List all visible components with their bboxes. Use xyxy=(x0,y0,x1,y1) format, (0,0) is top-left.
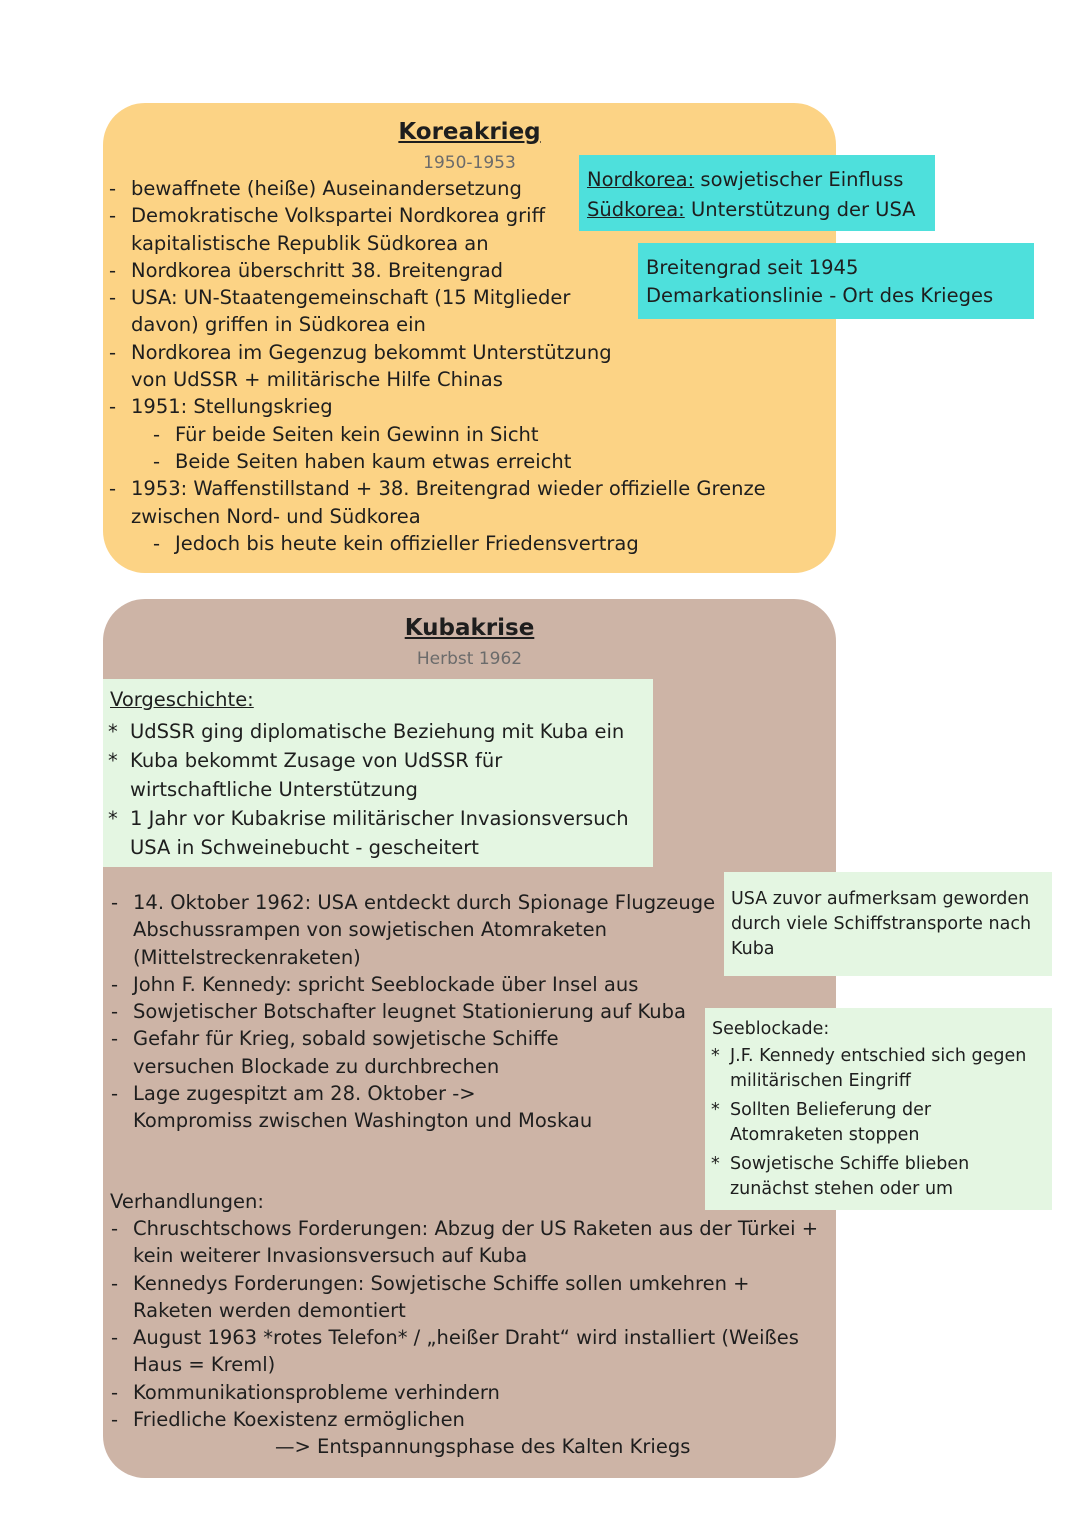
list-item: Raketen werden demontiert xyxy=(133,1298,406,1322)
korea-bullet-list xyxy=(109,175,766,557)
list-item: - bewaffnete (heiße) Auseinandersetzung xyxy=(109,177,522,200)
list-item: kapitalistische Republik Südkorea an xyxy=(131,231,489,255)
list-item: Haus = Kreml) xyxy=(133,1353,276,1377)
korea-subtitle: 1950-1953 xyxy=(423,153,516,173)
ships-note xyxy=(724,872,1052,976)
list-item: USA in Schweinebucht - gescheitert xyxy=(130,836,479,859)
blockade-list xyxy=(711,1044,1027,1202)
list-item: - Nordkorea im Gegenzug bekommt Unterstützung xyxy=(109,340,612,364)
korea-title: Koreakrieg xyxy=(398,119,541,145)
korea-latitude-note xyxy=(638,243,1034,319)
ships-note-line: durch viele Schiffstransporte nach xyxy=(731,914,1032,934)
north-korea-label: Nordkorea: xyxy=(587,168,695,191)
list-item: - Jedoch bis heute kein offizieller Friedensvertrag xyxy=(153,531,639,555)
latitude-note-line: Breitengrad seit 1945 xyxy=(646,256,859,279)
north-korea-text: sowjetischer Einfluss xyxy=(700,168,904,191)
list-item: - Friedliche Koexistenz ermöglichen xyxy=(111,1408,465,1432)
list-item: * 1 Jahr vor Kubakrise militärischer Invasionsversuch xyxy=(108,807,629,830)
list-item: * Sollten Belieferung der xyxy=(711,1100,932,1120)
list-item: - Nordkorea überschritt 38. Breitengrad xyxy=(109,258,504,282)
list-item: - John F. Kennedy: spricht Seeblockade über Insel aus xyxy=(111,972,639,996)
list-item: wirtschaftliche Unterstützung xyxy=(130,778,418,801)
list-item: - USA: UN-Staatengemeinschaft (15 Mitglieder xyxy=(109,286,571,310)
list-item: Kompromiss zwischen Washington und Moskau xyxy=(133,1109,593,1133)
vorgeschichte-box xyxy=(103,679,653,867)
list-item: - 1953: Waffenstillstand + 38. Breitengrad wieder offizielle Grenze xyxy=(109,477,766,501)
list-item: (Mittelstreckenraketen) xyxy=(133,945,361,969)
list-item: * Sowjetische Schiffe blieben xyxy=(711,1154,970,1174)
list-item: - Kennedys Forderungen: Sowjetische Schiffe sollen umkehren + xyxy=(111,1271,750,1295)
south-korea-label: Südkorea: xyxy=(587,198,685,221)
verhandlungen-conclusion: —> Entspannungsphase des Kalten Kriegs xyxy=(275,1435,691,1459)
list-item: - Für beide Seiten kein Gewinn in Sicht xyxy=(153,422,539,446)
list-item: versuchen Blockade zu durchbrechen xyxy=(133,1054,500,1078)
list-item: - 1951: Stellungskrieg xyxy=(109,395,333,419)
list-item: - Kommunikationsprobleme verhindern xyxy=(111,1380,500,1404)
list-item: - Gefahr für Krieg, sobald sowjetische Schiffe xyxy=(111,1027,559,1051)
latitude-note-line: Demarkationslinie - Ort des Krieges xyxy=(646,284,994,307)
kuba-events-list xyxy=(111,889,716,1135)
list-item: von UdSSR + militärische Hilfe Chinas xyxy=(131,368,503,392)
list-item: - August 1963 *rotes Telefon* / „heißer Draht“ wird installiert (Weißes xyxy=(111,1326,799,1350)
list-item: * J.F. Kennedy entschied sich gegen xyxy=(711,1046,1027,1066)
list-item: Abschussrampen von sowjetischen Atomraketen xyxy=(133,918,607,942)
list-item: kein weiterer Invasionsversuch auf Kuba xyxy=(133,1244,528,1268)
south-korea-text: Unterstützung der USA xyxy=(690,198,916,221)
list-item: - Chruschtschows Forderungen: Abzug der US Raketen aus der Türkei + xyxy=(111,1217,819,1240)
list-item: - Sowjetischer Botschafter leugnet Stationierung auf Kuba xyxy=(111,1000,686,1024)
list-item: - Beide Seiten haben kaum etwas erreicht xyxy=(153,449,572,473)
verhandlungen-list xyxy=(111,1215,819,1461)
list-item: zwischen Nord- und Südkorea xyxy=(131,504,421,528)
korea-influence-note xyxy=(579,155,935,231)
list-item: * UdSSR ging diplomatische Beziehung mit Kuba ein xyxy=(108,720,625,743)
list-item: * Kuba bekommt Zusage von UdSSR für xyxy=(108,749,503,772)
ships-note-line: Kuba xyxy=(731,939,775,959)
list-item: zunächst stehen oder um xyxy=(730,1179,954,1199)
list-item: - Demokratische Volkspartei Nordkorea griff xyxy=(109,204,546,228)
vorgeschichte-list xyxy=(108,717,629,862)
kuba-subtitle: Herbst 1962 xyxy=(416,649,523,669)
list-item: - Lage zugespitzt am 28. Oktober -> xyxy=(111,1082,476,1106)
verhandlungen-heading: Verhandlungen: xyxy=(110,1190,264,1213)
ships-note-line: USA zuvor aufmerksam geworden xyxy=(731,889,1030,909)
list-item: militärischen Eingriff xyxy=(730,1071,911,1091)
list-item: - 14. Oktober 1962: USA entdeckt durch Spionage Flugzeuge xyxy=(111,891,716,914)
vorgeschichte-heading: Vorgeschichte: xyxy=(110,688,254,711)
blockade-heading: Seeblockade: xyxy=(712,1019,830,1039)
kuba-title: Kubakrise xyxy=(404,615,535,641)
blockade-note xyxy=(705,1008,1052,1210)
list-item: davon) griffen in Südkorea ein xyxy=(131,313,426,337)
list-item: Atomraketen stoppen xyxy=(730,1125,920,1145)
